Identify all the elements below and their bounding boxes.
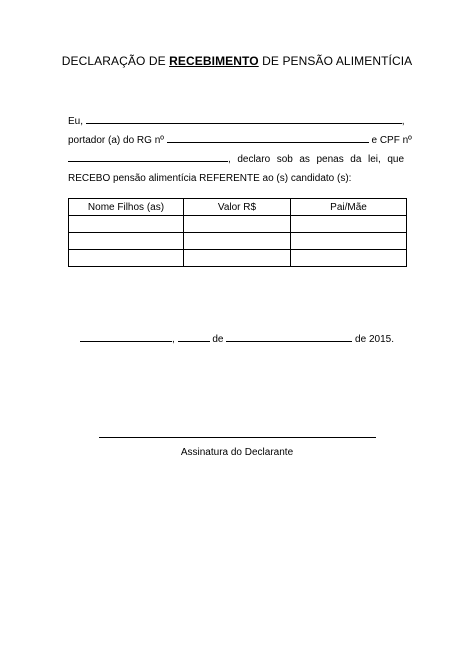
- month-blank[interactable]: [226, 332, 352, 342]
- table-cell[interactable]: [69, 250, 184, 267]
- cpf-label: e CPF nº: [368, 135, 412, 146]
- declaration-line-cpf: [68, 150, 406, 169]
- children-table: [68, 198, 407, 267]
- table-cell[interactable]: [184, 216, 291, 233]
- name-blank[interactable]: [86, 114, 402, 124]
- date-year: de 2015.: [352, 334, 394, 345]
- table-cell[interactable]: [291, 216, 407, 233]
- header-nome-filhos: Nome Filhos (as): [69, 199, 184, 216]
- declaration-line-name: [68, 112, 406, 131]
- date-separator: ,: [172, 334, 178, 345]
- declaration-paragraph: [68, 112, 412, 188]
- declaro-text: , declaro sob as penas da lei, que: [228, 154, 404, 165]
- date-de: de: [209, 334, 227, 345]
- date-line: [0, 332, 474, 345]
- day-blank[interactable]: [178, 332, 210, 342]
- table-cell[interactable]: [291, 233, 407, 250]
- table-cell[interactable]: [184, 250, 291, 267]
- rg-blank[interactable]: [167, 133, 369, 143]
- rg-label: portador (a) do RG nº: [68, 135, 167, 146]
- title-emphasis: RECEBIMENTO: [169, 54, 259, 68]
- table-row: [69, 250, 407, 267]
- title-prefix: DECLARAÇÃO DE: [61, 54, 170, 68]
- title-suffix: DE PENSÃO ALIMENTÍCIA: [258, 54, 413, 68]
- header-pai-mae: Pai/Mãe: [291, 199, 407, 216]
- declaration-line-rg: [68, 131, 412, 150]
- table-cell[interactable]: [69, 233, 184, 250]
- document-title: [0, 54, 474, 68]
- name-trailing-comma: ,: [401, 116, 405, 127]
- table-row: [69, 216, 407, 233]
- name-label: Eu,: [68, 116, 86, 127]
- table-row: [69, 233, 407, 250]
- table-cell[interactable]: [69, 216, 184, 233]
- table-cell[interactable]: [291, 250, 407, 267]
- city-blank[interactable]: [80, 332, 172, 342]
- signature-label: Assinatura do Declarante: [180, 447, 294, 458]
- cpf-blank[interactable]: [68, 152, 228, 162]
- table-header-row: [69, 199, 407, 216]
- signature-line[interactable]: [99, 437, 376, 438]
- header-valor: Valor R$: [184, 199, 291, 216]
- declaration-line-recebo: RECEBO pensão alimentícia REFERENTE ao (s) candidato (s):: [68, 173, 352, 184]
- table-cell[interactable]: [184, 233, 291, 250]
